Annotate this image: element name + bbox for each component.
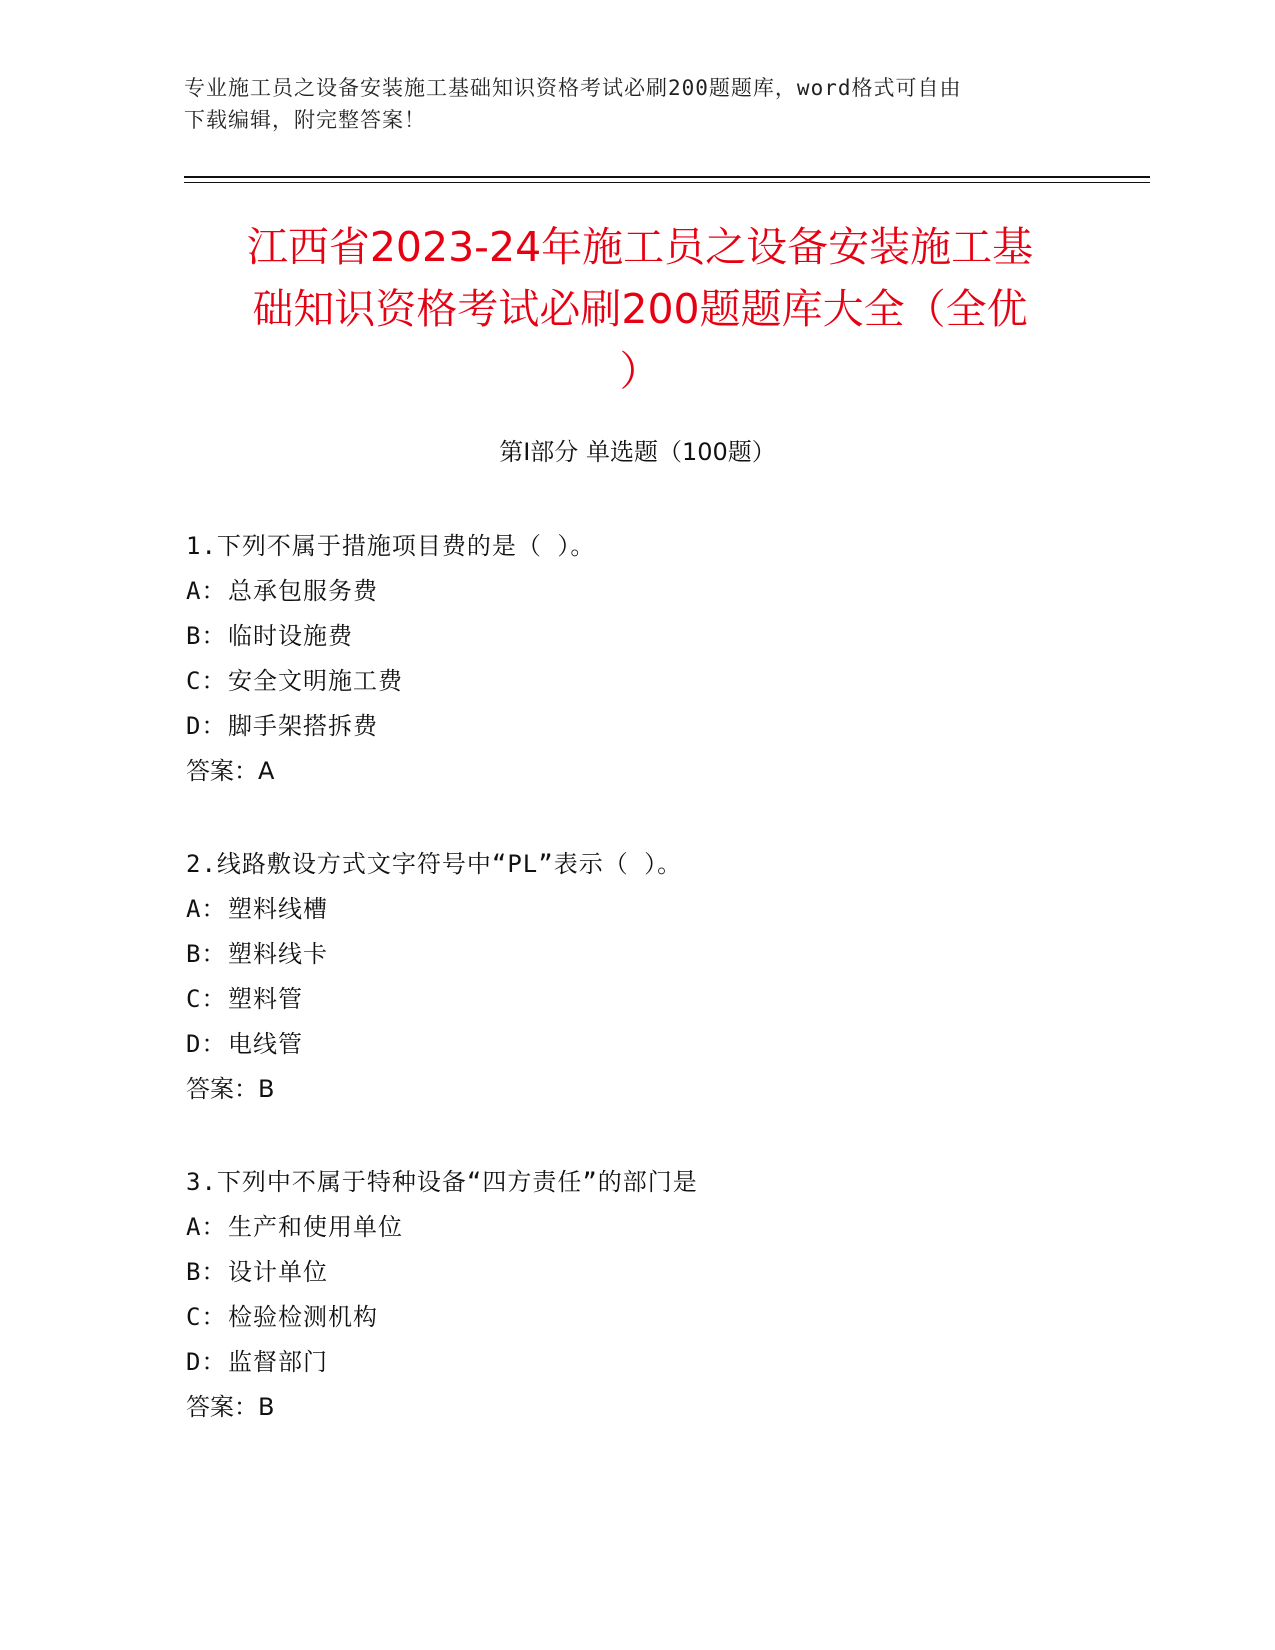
option-d: [186, 1340, 1106, 1385]
option-letter: D：: [186, 712, 227, 740]
question-stem: 3.下列中不属于特种设备“四方责任”的部门是: [186, 1168, 698, 1196]
question-stem: 1.下列不属于措施项目费的是（ ）。: [186, 532, 596, 560]
option-text: 塑料线槽: [228, 895, 328, 923]
question-stem: 2.线路敷设方式文字符号中“PL”表示（ ）。: [186, 850, 683, 878]
option-letter: C：: [186, 985, 227, 1013]
option-d: [186, 704, 1106, 749]
option-letter: C：: [186, 1303, 227, 1331]
option-c: [186, 1295, 1106, 1340]
option-b: [186, 932, 1106, 977]
answer: 答案：A: [186, 757, 275, 785]
option-text: 总承包服务费: [228, 577, 378, 605]
header-divider-thin: [184, 182, 1150, 183]
option-text: 设计单位: [228, 1258, 328, 1286]
document-title: [190, 216, 1090, 402]
option-text: 检验检测机构: [228, 1303, 378, 1331]
document-title-line1: 江西省2023-24年施工员之设备安装施工基: [246, 223, 1034, 271]
option-letter: A：: [186, 895, 227, 923]
option-a: [186, 887, 1106, 932]
option-text: 监督部门: [228, 1348, 328, 1376]
option-text: 塑料管: [228, 985, 303, 1013]
question-list: [186, 524, 1106, 1478]
document-title-line3: ）: [619, 347, 661, 395]
option-b: [186, 614, 1106, 659]
option-text: 电线管: [228, 1030, 303, 1058]
option-letter: B：: [186, 1258, 227, 1286]
question-1: [186, 524, 1106, 842]
option-letter: B：: [186, 940, 227, 968]
question-2: [186, 842, 1106, 1160]
option-letter: B：: [186, 622, 227, 650]
question-3: [186, 1160, 1106, 1478]
answer: 答案：B: [186, 1393, 275, 1421]
option-letter: C：: [186, 667, 227, 695]
section-heading: 第Ⅰ部分 单选题（100题）: [499, 438, 776, 466]
option-d: [186, 1022, 1106, 1067]
option-letter: D：: [186, 1030, 227, 1058]
header-note-line1: 专业施工员之设备安装施工基础知识资格考试必刷200题题库，word格式可自由: [184, 76, 962, 100]
option-letter: A：: [186, 577, 227, 605]
option-text: 安全文明施工费: [228, 667, 403, 695]
option-letter: D：: [186, 1348, 227, 1376]
option-c: [186, 977, 1106, 1022]
option-text: 生产和使用单位: [228, 1213, 403, 1241]
option-c: [186, 659, 1106, 704]
option-letter: A：: [186, 1213, 227, 1241]
option-a: [186, 569, 1106, 614]
option-text: 塑料线卡: [228, 940, 328, 968]
option-text: 临时设施费: [228, 622, 353, 650]
option-a: [186, 1205, 1106, 1250]
document-title-line2: 础知识资格考试必刷200题题库大全（全优: [252, 285, 1028, 333]
answer: 答案：B: [186, 1075, 275, 1103]
option-text: 脚手架搭拆费: [228, 712, 378, 740]
option-b: [186, 1250, 1106, 1295]
header-note-line2: 下载编辑，附完整答案！: [184, 108, 426, 132]
header-note: [184, 72, 1064, 136]
header-divider-thick: [184, 176, 1150, 178]
